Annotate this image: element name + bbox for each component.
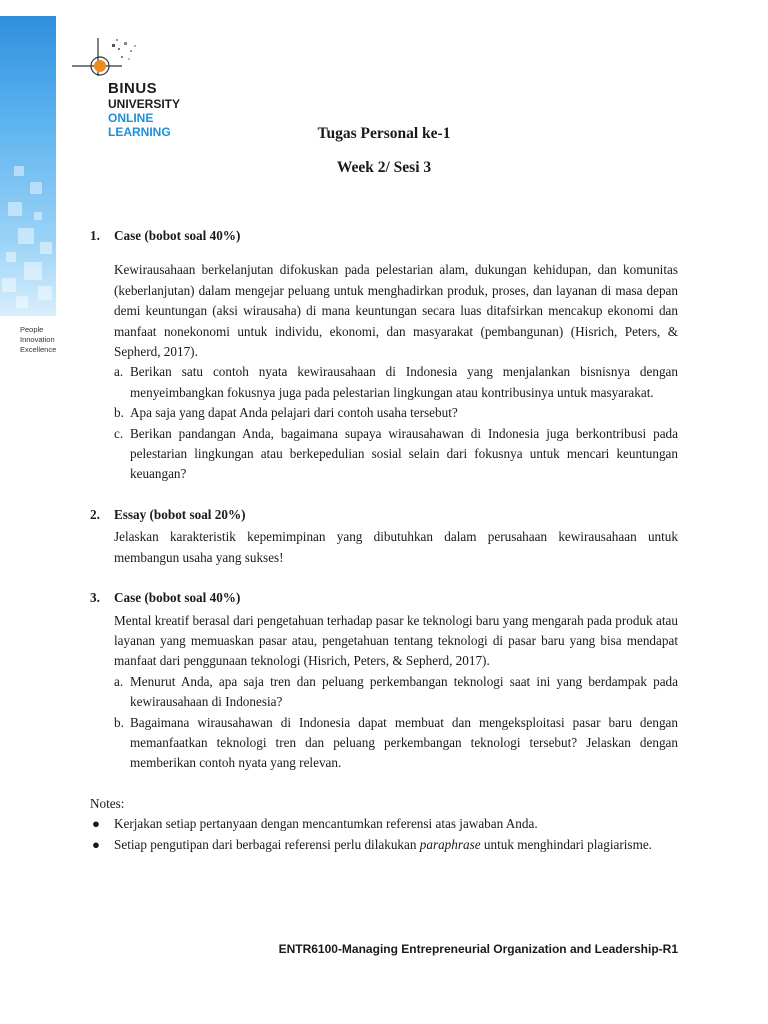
section-intro: Jelaskan karakteristik kepemimpinan yang dibutuhkan dalam perusahaan kewirausahaan untuk membangun usaha yang sukses! [114,529,678,565]
section-2 [90,505,678,568]
logo-line-learning: LEARNING [108,125,171,139]
note-text: Kerjakan setiap pertanyaan dengan mencantumkan referensi atas jawaban Anda. [114,816,538,832]
note-text-end: untuk menghindari plagiarisme. [480,836,652,852]
section-title: Essay (bobot soal 20%) [114,506,246,522]
note-text [114,835,678,855]
section-intro: Mental kreatif berasal dari pengetahuan terhadap pasar ke teknologi baru yang mengarah pada produk atau layanan yang memuaskan pasar atau, pengetahuan tentang teknologi di pasar baru yang bisa mendapat manfaat dari penggunaan teknologi (Hisrich, Peters, & Sepherd, 2017). [114,612,678,669]
bullet-icon: ● [92,836,100,852]
section-number: 2. [90,506,100,522]
section-heading [90,226,678,246]
note-bullet [90,814,678,834]
logo-line-online: ONLINE [108,111,154,125]
section-1 [90,226,678,485]
section-3 [90,588,678,774]
item-text: Apa saja yang dapat Anda pelajari dari contoh usaha tersebut? [130,405,458,421]
tagline-line: People [20,325,44,334]
notes-block [90,794,678,855]
question-item [114,362,678,403]
note-bullet [90,835,678,855]
item-text: Menurut Anda, apa saja tren dan peluang perkembangan teknologi saat ini yang berdampak pada kewirausahaan di Indonesia? [130,673,678,710]
question-item [114,424,678,485]
note-emphasis: paraphrase [419,836,481,852]
item-text: Berikan pandangan Anda, bagaimana supaya wirausahawan di Indonesia juga berkontribusi pada pelestarian lingkungan atau berkepedulian sosial selain dari fokusnya untuk mencari keuntungan keuangan? [130,425,678,482]
page-footer: ENTR6100-Managing Entrepreneurial Organization and Leadership-R1 [278,942,678,956]
logo-line-binus: BINUS [108,80,158,97]
tagline [20,325,56,355]
section-number: 1. [90,228,100,243]
section-title: Case (bobot soal 40%) [114,228,241,243]
item-letter: b. [114,405,124,421]
assignment-content [90,226,678,855]
bullet-icon: ● [92,816,100,832]
section-title: Case (bobot soal 40%) [114,590,241,606]
question-item [114,672,678,713]
page-subtitle: Week 2/ Sesi 3 [336,159,432,176]
page-title: Tugas Personal ke-1 [317,125,451,142]
tagline-line: Excellence [20,345,57,354]
logo-line-university: UNIVERSITY [108,97,181,111]
item-letter: b. [114,714,124,730]
question-item [114,403,678,423]
note-text-start: Setiap pengutipan dari berbagai referensi perlu dilakukan [114,836,420,852]
item-text: Berikan satu contoh nyata kewirausahaan di Indonesia yang menjalankan bisnisnya dengan menyeimbangkan fokusnya juga pada pelestarian lingkungan atau kontribusinya untuk masyarakat. [130,364,678,400]
section-heading [90,588,678,608]
section-number: 3. [90,590,100,606]
tagline-line: Innovation [20,335,55,344]
item-letter: c. [114,425,124,441]
item-letter: a. [114,364,124,380]
item-letter: a. [114,673,124,689]
question-item [114,713,678,774]
item-text: Bagaimana wirausahawan di Indonesia dapat membuat dan mengeksploitasi pasar baru dengan memanfaatkan teknologi tren dan peluang perkembangan teknologi tersebut? Jelaskan dengan memberikan contoh nyata yang relevan. [130,714,678,771]
section-intro: Kewirausahaan berkelanjutan difokuskan pada pelestarian alam, dukungan kehidupan, dan komunitas (keberlanjutan) dalam mengejar peluang untuk menghadirkan produk, proses, dan layanan di masa depan demi keuntungan (aksi wirausaha) di mana keuntungan secara luas ditafsirkan mencakup ekonomi dan manfaat nonekonomi untuk individu, ekonomi, dan masyarakat (pembangunan) (Hisrich, Peters, & Sepherd, 2017). [114,262,678,360]
notes-label: Notes: [90,795,125,811]
section-heading [90,505,678,525]
